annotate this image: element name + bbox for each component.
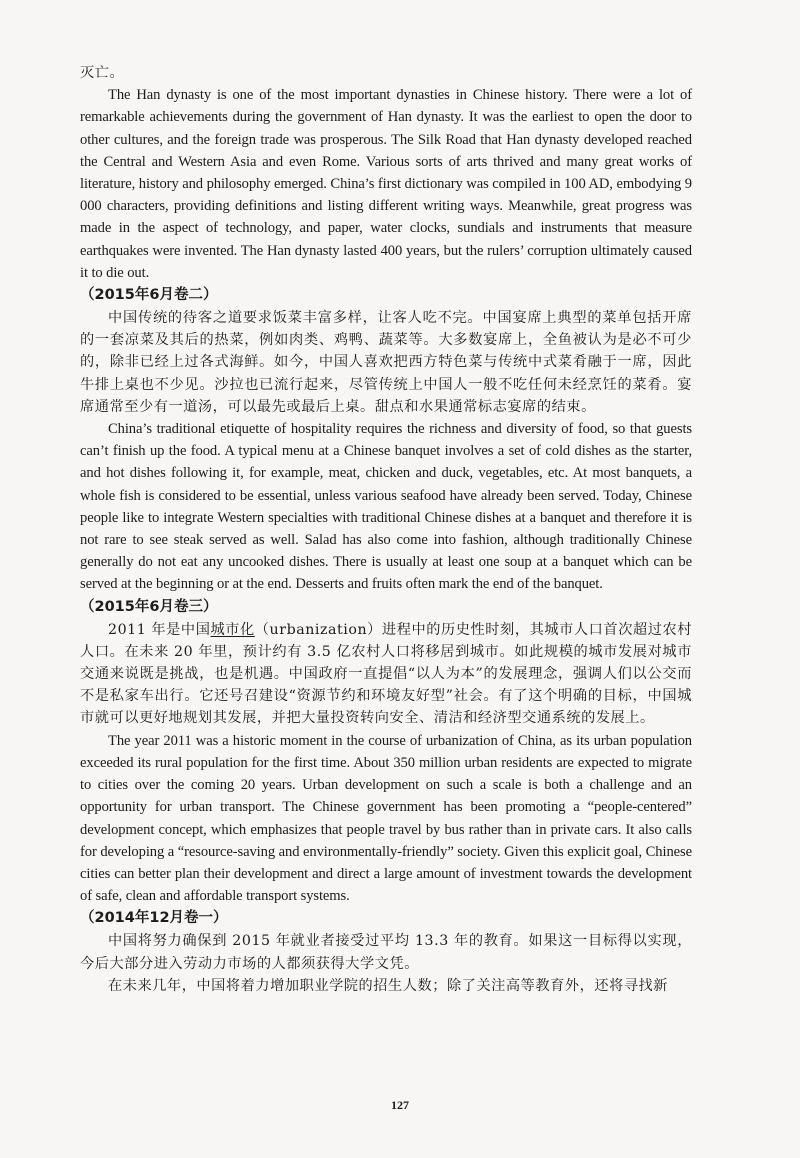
banquet-chinese-paragraph: 中国传统的待客之道要求饭菜丰富多样，让客人吃不完。中国宴席上典型的菜单包括开席的一套凉菜及其后的热菜，例如肉类、鸡鸭、蔬菜等。大多数宴席上，全鱼被认为是必不可少的，除非已经上过各式海鲜。如今，中国人喜欢把西方特色菜与传统中式菜肴融于一席，因此牛排上桌也不少见。沙拉也已流行起来，尽管传统上中国人一般不吃任何未经烹饪的菜肴。宴席通常至少有一道汤，可以最先或最后上桌。甜点和水果通常标志宴席的结束。 — [80, 310, 692, 415]
top-fragment: 灭亡。 — [80, 65, 125, 81]
education-chinese-paragraph-1: 中国将努力确保到 2015 年就业者接受过平均 13.3 年的教育。如果这一目标得以实现，今后大部分进入劳动力市场的人都须获得大学文凭。 — [80, 933, 692, 972]
section-heading-2014-dec-1: （2014年12月卷一） — [80, 910, 228, 927]
urbanization-zh-rest: （urbanization）进程中的历史性时刻，其城市人口首次超过农村人口。在未来 20 年里，预计约有 3.5 亿农村人口将移居到城市。如此规模的城市发展对城市交通来说既是挑战，也是机遇。中国政府一直提倡“以人为本”的发展理念，强调人们以公交而不是私家车出行。它还号召建设“资源节约和环境友好型”社会。有了这个明确的目标，中国城市就可以更好地规划其发展，并把大量投资转向安全、清洁和经济型交通系统的发展上。 — [80, 621, 692, 727]
urbanization-chinese-paragraph — [80, 619, 692, 730]
section-heading-2015-june-3: （2015年6月卷三） — [80, 598, 218, 615]
page-number: 127 — [391, 1098, 409, 1112]
han-dynasty-english-paragraph: The Han dynasty is one of the most important dynasties in Chinese history. There were a lot of remarkable achievements during the government of Han dynasty. It was the earliest to open the door to other cultures, and the foreign trade was prosperous. The Silk Road that Han dynasty developed reached the Central and Western Asia and even Rome. Various sorts of arts thrived and many great works of literature, history and philosophy emerged. China’s first dictionary was compiled in 100 AD, embodying 9 000 characters, providing definitions and listing different writing ways. Meanwhile, great progress was made in the aspect of technology, and paper, water clocks, sundials and instruments that measure earthquakes were invented. The Han dynasty lasted 400 years, but the rulers’ corruption ultimately caused it to die out. — [80, 87, 692, 281]
underlined-term: 城市化 — [210, 621, 255, 638]
banquet-english-paragraph: China’s traditional etiquette of hospitality requires the richness and diversity of food, so that guests can’t finish up the food. A typical menu at a Chinese banquet involves a set of cold dishes as the starter, and hot dishes following it, for example, meat, chicken and duck, vegetables, etc. At most banquets, a whole fish is considered to be essential, unless various seafood have already been served. Today, Chinese people like to integrate Western specialties with traditional Chinese dishes at a banquet and therefore it is not rare to see steak served as well. Salad has also come into fashion, although traditionally Chinese generally do not eat any uncooked dishes. There is usually at least one soup at a banquet which can be served at the beginning or at the end. Desserts and fruits often mark the end of the banquet. — [80, 421, 692, 593]
education-chinese-paragraph-2: 在未来几年，中国将着力增加职业学院的招生人数；除了关注高等教育外，还将寻找新 — [108, 977, 669, 994]
page-content — [80, 62, 692, 997]
section-heading-2015-june-2: （2015年6月卷二） — [80, 287, 218, 304]
urbanization-english-paragraph: The year 2011 was a historic moment in the course of urbanization of China, as its urban population exceeded its rural population for the first time. About 350 million urban residents are expected to migrate to cities over the coming 20 years. Urban development on such a scale is both a challenge and an opportunity for urban transport. The Chinese government has been promoting a “people-centered” development concept, which emphasizes that people travel by bus rather than in private cars. It also calls for developing a “resource-saving and environmentally-friendly” society. Given this explicit goal, Chinese cities can better plan their development and direct a large amount of investment towards the development of safe, clean and affordable transport systems. — [80, 732, 692, 905]
urbanization-zh-start: 2011 年是中国 — [108, 621, 211, 638]
